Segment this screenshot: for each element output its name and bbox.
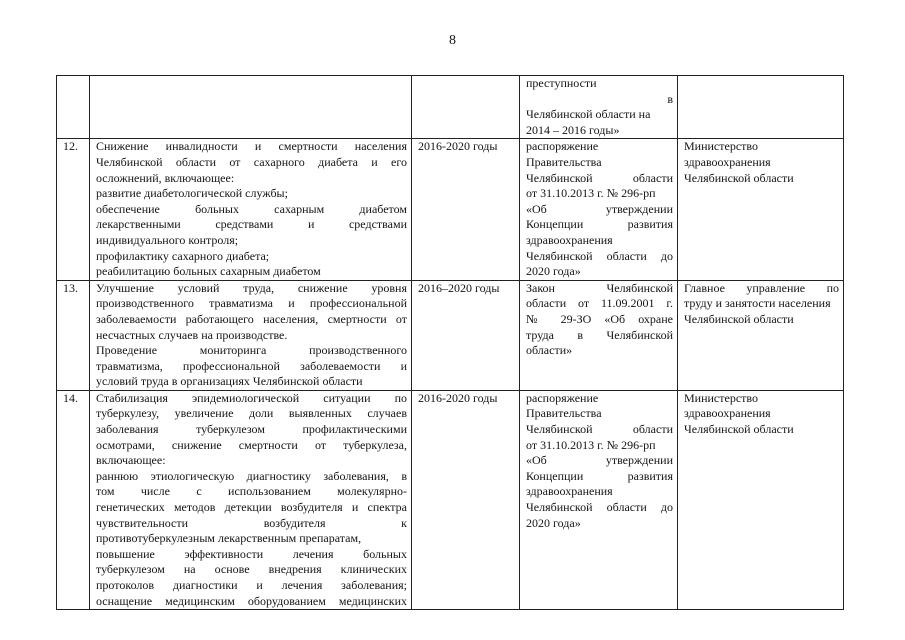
period-text: 2016–2020 годы [418, 280, 500, 295]
row-number-cell [57, 390, 90, 609]
period-text: 2016-2020 годы [418, 139, 498, 154]
executor-line: Министерство [684, 139, 758, 154]
executor-cell [678, 390, 844, 609]
legal-document-line: «Об утверждении [526, 201, 673, 216]
legal-document-line: Правительства [526, 406, 602, 421]
measure-text-line: протоколов диагностики и лечения заболевания; [96, 578, 407, 592]
measure-cell [90, 280, 412, 390]
legal-document-cell [520, 76, 678, 139]
measure-text-line: лекарственными средствами и средствами [96, 217, 407, 232]
executor-line: здравоохранения [684, 406, 771, 421]
measure-text-line: осмотрами, снижение смертности от туберкулеза, [96, 437, 407, 452]
measure-cell [90, 76, 412, 139]
legal-document-line: Челябинской области [526, 170, 673, 185]
legal-document-line: № 29-ЗО «Об охране [526, 311, 673, 326]
measure-text-line: генетических методов детекции возбудителя и спектра [96, 500, 407, 515]
measure-text-line: Проведение мониторинга производственного [96, 343, 407, 358]
executor-line: Главное управление по [684, 280, 839, 295]
row-number-cell [57, 76, 90, 139]
row-number: 13. [63, 280, 78, 295]
row-number: 14. [63, 390, 78, 405]
legal-document-line: распоряжение [526, 139, 599, 154]
measure-text-line: включающее: [96, 453, 166, 468]
measures-table [56, 75, 844, 610]
measure-text-line: оснащение медицинским оборудованием медицинских [96, 593, 407, 608]
legal-document-line: здравоохранения [526, 232, 613, 247]
table-row [57, 280, 844, 390]
period-cell [412, 390, 520, 609]
legal-document-line: области от 11.09.2001 г. [526, 296, 673, 311]
legal-document-line: «Об утверждении [526, 453, 673, 468]
measure-text-line: том числе с использованием молекулярно- [96, 484, 407, 499]
measure-text-line: профилактику сахарного диабета; [96, 248, 270, 263]
legal-document-cell [520, 280, 678, 390]
executor-line: здравоохранения [684, 154, 771, 169]
measure-text-line: заболевания туберкулезом профилактическими [96, 422, 407, 437]
legal-document-line: от 31.10.2013 г. № 296-рп [526, 437, 656, 452]
row-number-cell [57, 139, 90, 280]
table-row [57, 76, 844, 139]
executor-line: Министерство [684, 390, 758, 405]
measure-cell [90, 390, 412, 609]
legal-document-line: Челябинской области [526, 422, 673, 437]
legal-document-line: в [667, 91, 673, 106]
legal-document-line: 2020 года» [526, 515, 581, 530]
legal-document-line: труда в Челябинской [526, 327, 673, 342]
measure-text-line: производственного травматизма и профессиональной [96, 296, 407, 311]
legal-document-line: Челябинской области до [526, 500, 673, 515]
measure-text-line: Челябинской области от сахарного диабета и его [96, 154, 407, 169]
measure-text-line: Стабилизация эпидемиологической ситуации по [96, 390, 407, 405]
period-text: 2016-2020 годы [418, 390, 498, 405]
measure-cell [90, 139, 412, 280]
table-row [57, 390, 844, 609]
legal-document-line: 2014 – 2016 годы» [526, 122, 620, 137]
measure-text-line: условий труда в организациях Челябинской области [96, 374, 363, 389]
executor-cell [678, 76, 844, 139]
measure-text-line: чувствительности возбудителя к [96, 515, 407, 530]
period-cell [412, 280, 520, 390]
period-cell [412, 139, 520, 280]
period-cell [412, 76, 520, 139]
legal-document-line: Челябинской области до [526, 248, 673, 263]
row-number: 12. [63, 139, 78, 154]
measure-text-line: осложнений, включающее: [96, 170, 235, 185]
measure-text-line: Снижение инвалидности и смертности населения [96, 139, 407, 154]
executor-cell [678, 280, 844, 390]
legal-document-line: Концепции развития [526, 217, 673, 232]
executor-cell [678, 139, 844, 280]
table-row [57, 139, 844, 280]
legal-document-line: Правительства [526, 154, 602, 169]
legal-document-line: распоряжение [526, 390, 599, 405]
measure-text-line: заболеваемости работающего населения, смертности от [96, 311, 407, 326]
measure-text-line: туберкулезом на основе внедрения клинических [96, 562, 407, 577]
measure-text-line: повышение эффективности лечения больных [96, 546, 407, 561]
measure-text-line: противотуберкулезным лекарственным препаратам, [96, 531, 362, 546]
measures-table-body [57, 76, 844, 610]
legal-document-line: Концепции развития [526, 468, 673, 483]
page-number: 8 [449, 33, 456, 48]
legal-document-line: области» [526, 343, 573, 358]
legal-document-line: от 31.10.2013 г. № 296-рп [526, 186, 656, 201]
row-number-cell [57, 280, 90, 390]
measure-text-line: реабилитацию больных сахарным диабетом [96, 264, 321, 279]
executor-line: труду и занятости населения [684, 296, 831, 311]
measure-text-line: туберкулезу, увеличение доли выявленных случаев [96, 406, 407, 421]
legal-document-cell [520, 139, 678, 280]
measure-text-line: несчастных случаев на производстве. [96, 327, 288, 342]
legal-document-line: Закон Челябинской [526, 280, 673, 295]
executor-line: Челябинской области [684, 170, 794, 185]
executor-line: Челябинской области [684, 311, 794, 326]
measure-text-line: обеспечение больных сахарным диабетом [96, 201, 407, 216]
measure-text-line: индивидуального контроля; [96, 232, 239, 247]
measure-text-line: раннюю этиологическую диагностику заболевания, в [96, 468, 407, 483]
legal-document-line: 2020 года» [526, 264, 581, 279]
legal-document-line: Челябинской области на [526, 107, 651, 122]
measure-text-line: травматизма, профессиональной заболеваемости и [96, 358, 407, 373]
executor-line: Челябинской области [684, 422, 794, 437]
measure-text-line: развитие диабетологической службы; [96, 186, 288, 201]
legal-document-line: преступности [526, 76, 597, 90]
measure-text-line: Улучшение условий труда, снижение уровня [96, 280, 407, 295]
legal-document-line: здравоохранения [526, 484, 613, 499]
legal-document-cell [520, 390, 678, 609]
